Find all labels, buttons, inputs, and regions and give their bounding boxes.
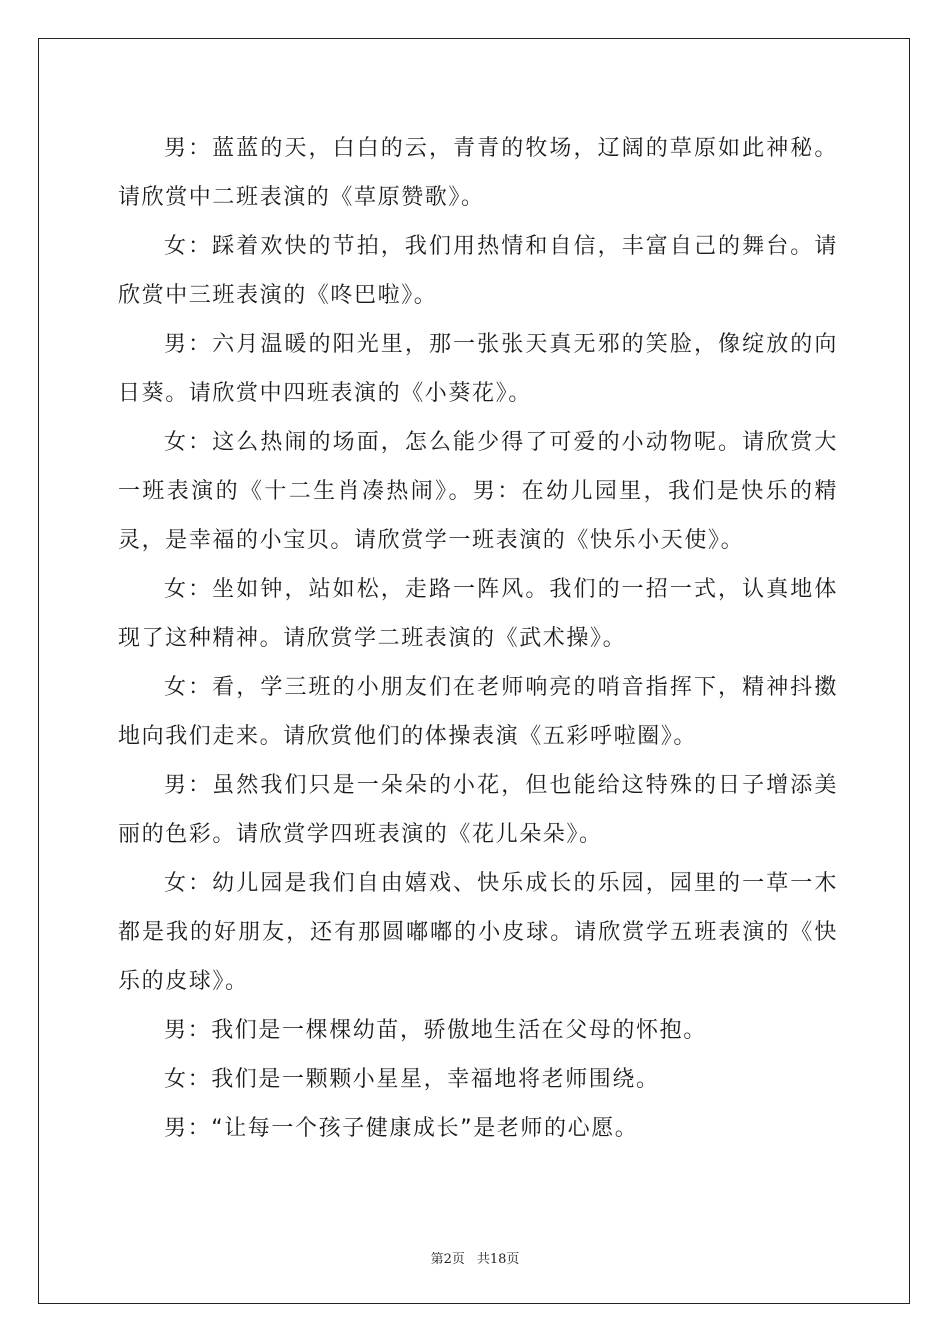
page-total: 共18页 xyxy=(476,1252,520,1267)
paragraph: 男：“让每一个孩子健康成长”是老师的心愿。 xyxy=(164,1116,639,1141)
paragraph: 女：踩着欢快的节拍，我们用热情和自信，丰富自己的舞台。请欣赏中三班表演的《咚巴啦》。 xyxy=(118,234,838,308)
paragraph: 女：幼儿园是我们自由嬉戏、快乐成长的乐园，园里的一草一木都是我的好朋友，还有那圆嘟嘟的小皮球。请欣赏学五班表演的《快乐的皮球》。 xyxy=(118,871,838,994)
paragraph: 男：蓝蓝的天，白白的云，青青的牧场，辽阔的草原如此神秘。请欣赏中二班表演的《草原赞歌》。 xyxy=(118,136,838,210)
paragraph: 男：六月温暖的阳光里，那一张张天真无邪的笑脸，像绽放的向日葵。请欣赏中四班表演的《小葵花》。 xyxy=(118,332,838,406)
paragraph: 男：虽然我们只是一朵朵的小花，但也能给这特殊的日子增添美丽的色彩。请欣赏学四班表演的《花儿朵朵》。 xyxy=(118,773,838,847)
document-body xyxy=(118,124,838,1153)
paragraph: 女：坐如钟，站如松，走路一阵风。我们的一招一式，认真地体现了这种精神。请欣赏学二班表演的《武术操》。 xyxy=(118,577,838,651)
paragraph: 女：看，学三班的小朋友们在老师响亮的哨音指挥下，精神抖擞地向我们走来。请欣赏他们的体操表演《五彩呼啦圈》。 xyxy=(118,675,838,749)
page-footer xyxy=(0,1248,950,1267)
paragraph: 女：这么热闹的场面，怎么能少得了可爱的小动物呢。请欣赏大一班表演的《十二生肖凑热闹》。男：在幼儿园里，我们是快乐的精灵，是幸福的小宝贝。请欣赏学一班表演的《快乐小天使》。 xyxy=(118,430,838,553)
paragraph: 女：我们是一颗颗小星星，幸福地将老师围绕。 xyxy=(164,1067,660,1092)
page-number: 第2页 xyxy=(430,1252,465,1267)
paragraph: 男：我们是一棵棵幼苗，骄傲地生活在父母的怀抱。 xyxy=(164,1018,707,1043)
